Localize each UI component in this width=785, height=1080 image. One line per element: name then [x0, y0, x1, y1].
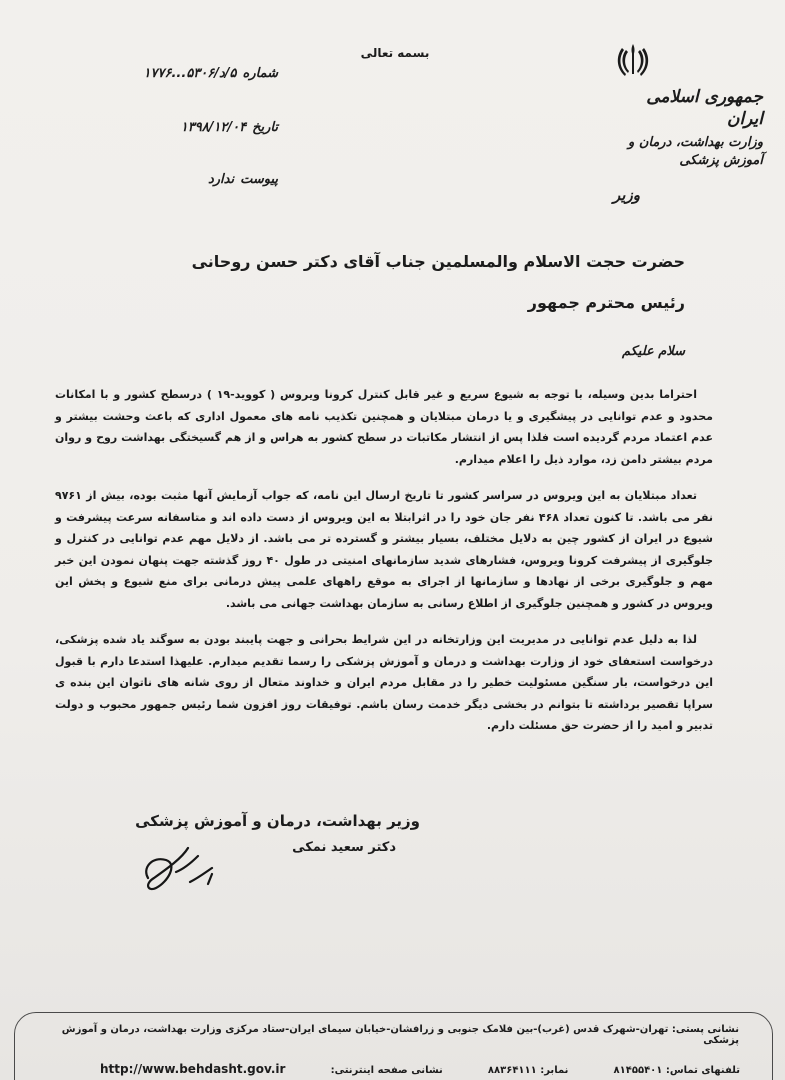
salutation: سلام علیکم [621, 344, 685, 359]
letter-attachment-value: ندارد [207, 172, 235, 187]
letterhead [613, 40, 763, 204]
footer-fax: نمابر: ۸۸۳۶۴۱۱۱ [487, 1065, 569, 1076]
signature-title: وزیر بهداشت، درمان و آموزش پزشکی [135, 812, 420, 830]
ministry-name: وزارت بهداشت، درمان و آموزش پزشکی [628, 135, 763, 168]
letter-number-value: ۵/د/۵۳۰۶...۱۷۷۶ [143, 66, 237, 81]
letter-attachment-label: پیوست [240, 172, 278, 187]
footer-website-link[interactable]: http://www.behdasht.gov.ir [100, 1062, 286, 1076]
footer-contact-row [100, 1062, 740, 1076]
body-paragraph-3: لذا به دلیل عدم توانایی در مدیریت این وزارتخانه در این شرایط بحرانی و جهت پایبند بودن به سوگند یاد شده پزشکی، درخواست استعفای خود از وزارت بهداشت و درمان و آموزش پزشکی را رسما تقدیم میدارم. علیهذا استدعا دارم با قبول این درخواست، بار سنگین مسئولیت خطیر را در مقابل مردم ایران و خداوند متعال از روی شانه های ناتوان این بنده ی سراپا تقصیر برداشته تا بتوانم در بخشی دیگر خدمت رسان باشم. توفیقات روز افزون شما رئیس جمهور محبوب و دولت تدبیر و امید را از حضرت حق مسئلت دارم. [55, 633, 713, 732]
addressee-title: رئیس محترم جمهور [527, 293, 685, 312]
bismillah-heading: بسمه تعالی [360, 46, 430, 60]
footer-address: نشانی پستی: تهران-شهرک قدس (غرب)-بین فلامک جنوبی و زرافشان-خیابان سیمای ایران-ستاد مرکزی وزارت بهداشت، درمان و آموزش پزشکی [61, 1024, 739, 1046]
letter-number [88, 66, 278, 81]
signature-name: دکتر سعید نمکی [292, 840, 396, 855]
iran-emblem-icon [613, 40, 653, 80]
letter-number-label: شماره [242, 66, 278, 81]
addressee-block [165, 252, 685, 334]
addressee-name: حضرت حجت الاسلام والمسلمین جناب آقای دکتر حسن روحانی [191, 252, 685, 271]
minister-title: وزیر [613, 186, 640, 204]
footer-website-label: نشانی صفحه اینترنتی: [330, 1065, 443, 1076]
letter-date-label: تاریخ [252, 120, 278, 135]
letter-date-value: ۱۳۹۸/۱۲/۰۴ [180, 120, 247, 135]
country-name: جمهوری اسلامی ایران [646, 87, 763, 129]
letter-body [55, 384, 713, 752]
body-paragraph-2: تعداد مبتلایان به این ویروس در سراسر کشور تا تاریخ ارسال این نامه، که جواب آزمایش آنها مثبت بوده، بیش از ۹۷۶۱ نفر می باشد. تا کنون تعداد ۴۶۸ نفر جان خود را در اثرابتلا به این ویروس از دست داده اند و متاسفانه سرعت پیشرفت و شیوع در ایران از کشور چین به دلایل مختلف، بسیار بیشتر و گسترده تر می باشد. از دلایل مهم عدم توانایی در کنترل و جلوگیری از پیشرفت کرونا ویروس، فشارهای شدید سازمانهای امنیتی در طول ۴۰ روز گذشته جهت پنهان نمودن این خبر مهم و جلوگیری برخی از نهادها و سازمانها از اجرای به موقع راههای علمی پیش درمانی برای منع شیوع و پخش این ویروس در کشور و همچنین جلوگیری از اطلاع رسانی به سازمان بهداشت جهانی می باشد. [55, 489, 713, 610]
letter-attachment [88, 172, 278, 187]
body-paragraph-1: احتراما بدین وسیله، با توجه به شیوع سریع و غیر قابل کنترل کرونا ویروس ( کووید-۱۹ ) درسطح کشور و با امکانات محدود و عدم توانایی در پیشگیری و یا درمان مبتلایان و همچنین تکذیب نامه های معمول اداری که باعث وحشت بیشتر و عدم اعتماد مردم گردیده است فلذا پس از انتشار مکاتبات در سطح کشور به هراس و از هم گسیختگی بهداشت روح و روان مردم بیشتر دامن زد، موارد ذیل را اعلام میدارم. [55, 388, 713, 466]
letter-date [88, 120, 278, 135]
handwritten-signature [138, 838, 228, 902]
footer-phone: تلفنهای تماس: ۸۱۴۵۵۴۰۱ [613, 1065, 740, 1076]
